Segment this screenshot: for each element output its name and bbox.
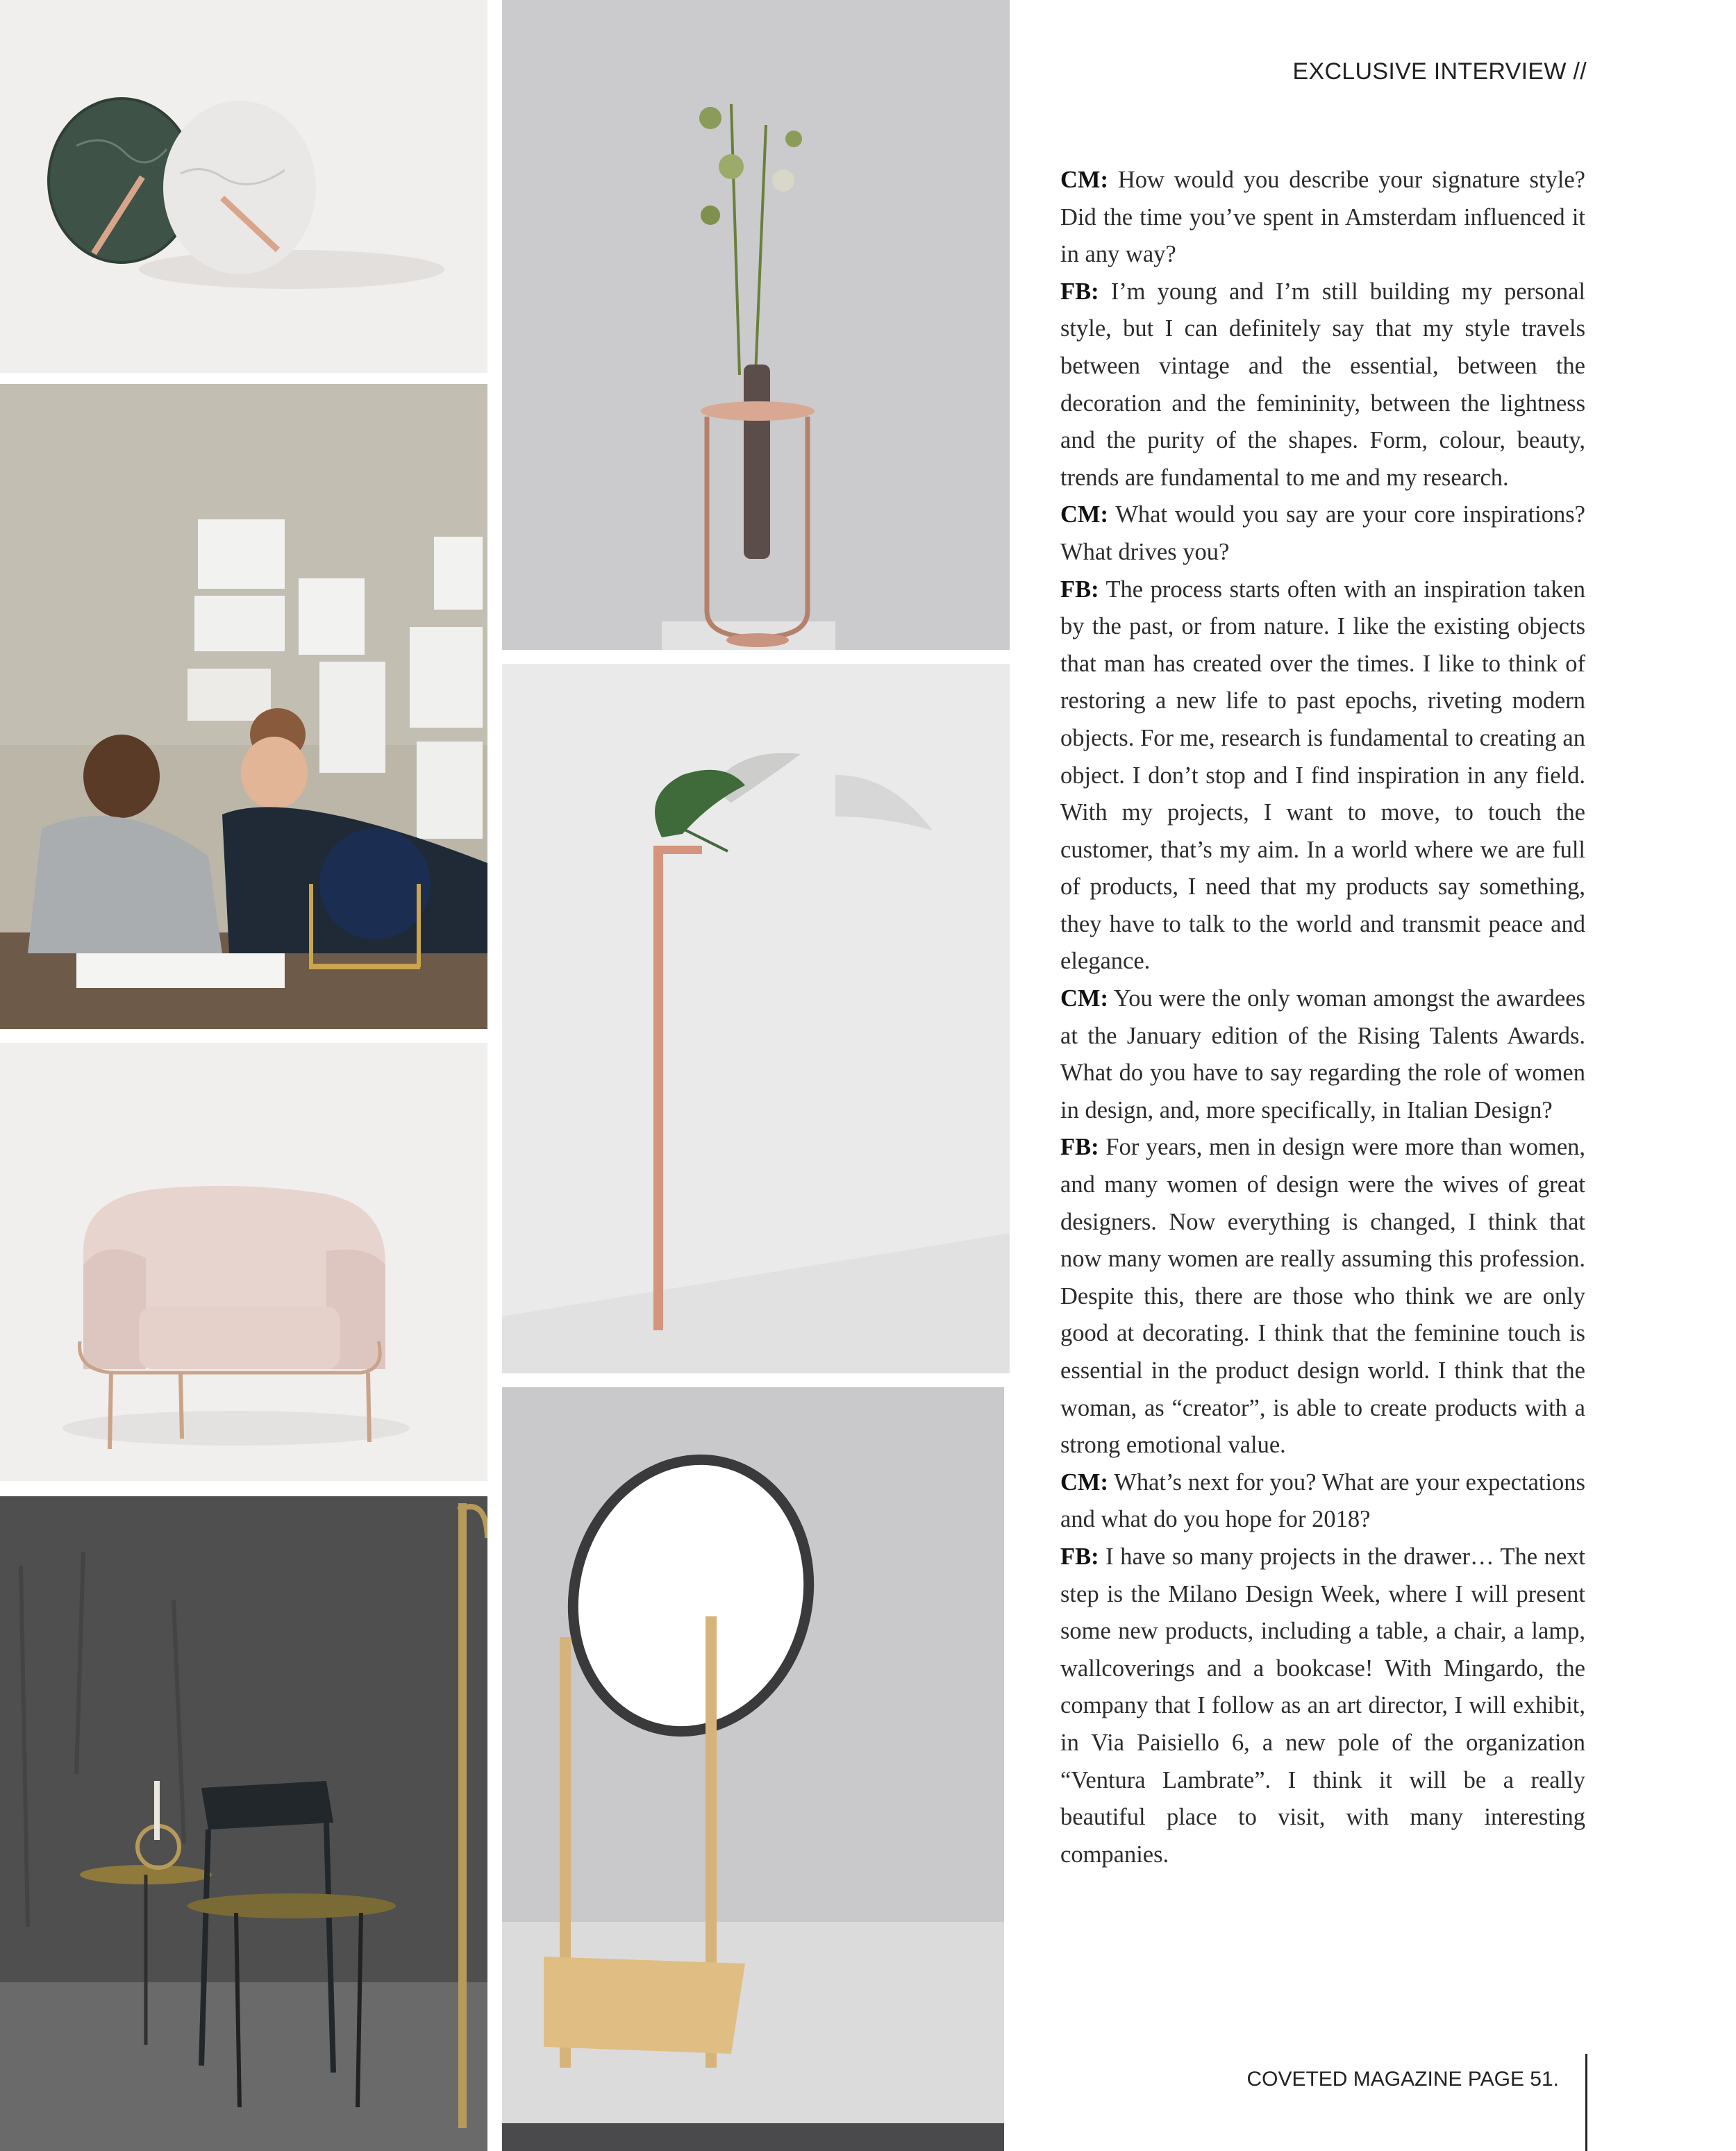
interview-entry	[1060, 1129, 1585, 1464]
interview-entry	[1060, 1464, 1585, 1539]
interview-entry	[1060, 274, 1585, 497]
copper-vase-photo	[502, 0, 1010, 650]
interview-entry	[1060, 571, 1585, 981]
entry-text: For years, men in design were more than women, and many women of design were the wives of great designers. Now everything is changed, I think that now many women are really assuming this profession. Despite this, there are those who think we are only good at decorating. I think that the feminine touch is essential in the product design world. I think that the woman, as “creator”, is able to create products with a strong emotional value.	[1060, 1134, 1586, 1459]
entry-text: You were the only woman amongst the awardees at the January edition of the Rising Talents Awards. What do you have to say regarding the role of women in design, and, more specifically, in Italian Design?	[1060, 985, 1585, 1123]
entry-text: What’s next for you? What are your expectations and what do you hope for 2018?	[1060, 1468, 1585, 1533]
interview-entry	[1060, 1539, 1585, 1873]
speaker-label: CM:	[1060, 167, 1108, 193]
entry-text: How would you describe your signature style? Did the time you’ve spent in Amsterdam influenced it in any way?	[1060, 167, 1585, 268]
interview-entry	[1060, 162, 1585, 274]
entry-text: What would you say are your core inspirations? What drives you?	[1060, 501, 1585, 565]
speaker-label: CM:	[1060, 501, 1108, 528]
entry-text: The process starts often with an inspiration taken by the past, or from nature. I like the existing objects that man has created over the times. I like to think of restoring a new life to past epochs, riveting modern objects. For me, research is fundamental to creating an object. I don’t stop and I find inspiration in any field. With my projects, I want to move, to touch the customer, that’s my aim. In a world where we are full of products, I need that my products say something, they have to talk to the world and transmit peace and elegance.	[1060, 576, 1585, 975]
dark-interior-tables-photo	[0, 1496, 487, 2151]
speaker-label: FB:	[1060, 1134, 1099, 1161]
marble-discs-photo	[0, 0, 487, 373]
round-mirror-photo	[502, 1387, 1004, 2151]
designers-studio-photo	[0, 384, 487, 1029]
interview-entry	[1060, 496, 1585, 571]
speaker-label: FB:	[1060, 576, 1099, 603]
copper-leaf-holder-photo	[502, 664, 1010, 1373]
speaker-label: FB:	[1060, 278, 1099, 305]
speaker-label: FB:	[1060, 1543, 1099, 1570]
footer-divider	[1585, 2054, 1587, 2151]
pink-armchair-photo	[0, 1043, 487, 1481]
entry-text: I have so many projects in the drawer… The next step is the Milano Design Week, where I will present some new products, including a table, a chair, a lamp, wallcoverings and a bookcase! With Mingardo, the company that I follow as an art director, I will exhibit, in Via Paisiello 6, a new pole of the organization “Ventura Lambrate”. I think it will be a really beautiful place to visit, with many interesting companies.	[1060, 1543, 1586, 1868]
interview-article	[1060, 162, 1585, 1873]
interview-entry	[1060, 980, 1585, 1129]
entry-text: I’m young and I’m still building my personal style, but I can definitely say that my style travels between vintage and the essential, between the decoration and the femininity, between the lightness and the purity of the shapes. Form, colour, beauty, trends are fundamental to me and my research.	[1060, 278, 1585, 491]
page-footer: COVETED MAGAZINE PAGE 51.	[1246, 2068, 1559, 2091]
speaker-label: CM:	[1060, 985, 1108, 1012]
section-header: EXCLUSIVE INTERVIEW //	[1292, 58, 1587, 85]
speaker-label: CM:	[1060, 1468, 1108, 1496]
